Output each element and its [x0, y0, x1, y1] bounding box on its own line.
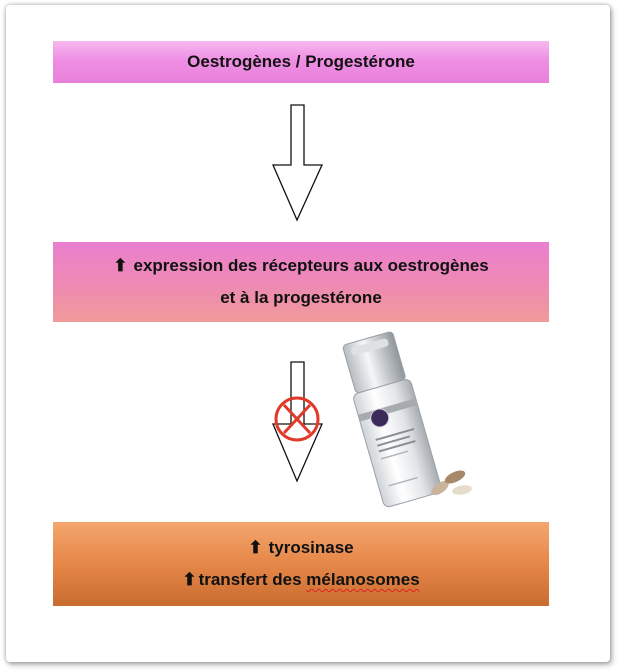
- hormones-label: Oestrogènes / Progestérone: [187, 52, 415, 71]
- tyrosinase-text: tyrosinase: [268, 538, 354, 557]
- serum-bottle-image: [338, 330, 442, 508]
- up-arrow-icon: ⬆: [182, 570, 197, 589]
- receptor-line-1-text: expression des récepteurs aux oestrogènes: [133, 256, 489, 275]
- transfer-text: transfert des: [198, 570, 307, 589]
- melanosomes-word: mélanosomes: [306, 570, 420, 589]
- down-arrow-icon: [273, 105, 322, 220]
- receptor-line-2: et à la progestérone: [220, 288, 382, 307]
- up-arrow-icon: ⬆: [248, 538, 263, 557]
- up-arrow-icon: ⬆: [113, 256, 128, 275]
